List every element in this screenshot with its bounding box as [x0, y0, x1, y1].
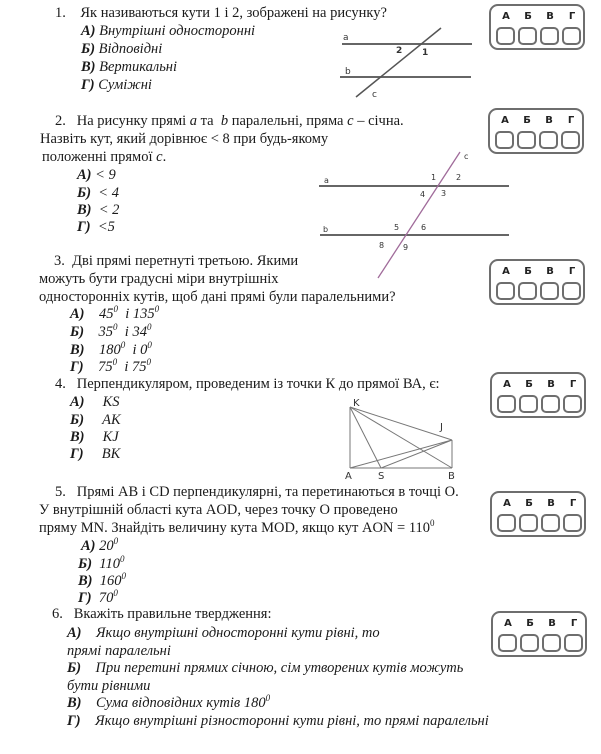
- answer-letter: Г: [569, 498, 577, 509]
- answer-letter: Б: [525, 498, 533, 509]
- separator: і: [125, 306, 130, 322]
- option-text: AK: [102, 412, 121, 428]
- option-text: < 9: [95, 167, 116, 183]
- answer-letters: [491, 266, 583, 280]
- degree-mark: 0: [113, 322, 118, 332]
- label-c: c: [372, 90, 377, 100]
- answer-cell[interactable]: [540, 27, 559, 45]
- answer-letter: В: [545, 115, 553, 126]
- answer-cell[interactable]: [518, 282, 537, 300]
- answer-letter: Г: [569, 379, 577, 390]
- option-g[interactable]: [67, 712, 489, 731]
- label-angle-6: 6: [421, 223, 427, 232]
- option-letter: А): [77, 167, 92, 183]
- option-letter: Г): [70, 359, 84, 375]
- option-letter: Б): [81, 41, 96, 57]
- var-c: c: [347, 113, 354, 129]
- label-A: A: [345, 471, 352, 480]
- separator: і: [132, 342, 137, 358]
- degree-mark: 0: [147, 340, 152, 350]
- answer-letter: А: [502, 266, 510, 277]
- degree-mark: 0: [154, 304, 160, 314]
- option-text: Вертикальні: [99, 59, 178, 75]
- option-letter: Г): [81, 77, 95, 93]
- answer-letter: Б: [524, 266, 532, 277]
- label-S: S: [378, 471, 385, 480]
- answer-cell[interactable]: [541, 395, 560, 413]
- option-letter: Г): [67, 713, 81, 729]
- question-text: Вкажіть правильне твердження:: [73, 606, 272, 622]
- separator: і: [124, 359, 129, 375]
- answer-letters: [490, 115, 582, 129]
- segment-SJ: [381, 440, 452, 468]
- answer-letter: А: [503, 498, 511, 509]
- option-text: 160: [99, 573, 122, 589]
- question-5-line-2: У внутрішній області кута AOD, через точку О проведено: [39, 502, 398, 518]
- answer-letter: В: [547, 498, 555, 509]
- answer-cell[interactable]: [497, 514, 516, 532]
- option-g[interactable]: [81, 76, 152, 95]
- label-a: a: [343, 33, 349, 43]
- question-3-line-2: можуть бути градусні міри внутрішніх: [39, 271, 279, 287]
- option-text: 70: [98, 590, 114, 606]
- option-letter: А): [67, 625, 82, 641]
- option-a[interactable]: [77, 166, 116, 185]
- question-number: 4.: [55, 376, 66, 392]
- degree-mark: 0: [112, 357, 118, 367]
- answer-letter: Б: [523, 115, 531, 126]
- label-angle-8: 8: [379, 241, 385, 250]
- option-text: Відповідні: [98, 41, 163, 57]
- answer-letter: В: [546, 11, 554, 22]
- answer-letter: Б: [524, 11, 532, 22]
- label-angle-2: 2: [456, 173, 462, 182]
- var-a: a: [189, 113, 198, 129]
- option-letter: В): [67, 695, 82, 711]
- question-text: На рисунку прямі: [76, 113, 187, 129]
- figure-parallel-lines-2: [310, 145, 510, 280]
- line-c: [378, 152, 460, 278]
- angle-value: 180: [99, 342, 121, 358]
- question-number: 6.: [52, 606, 63, 622]
- question-text: .: [162, 149, 167, 165]
- degree-mark: 0: [265, 693, 271, 703]
- angle-value: 0: [140, 342, 148, 358]
- question-text: Перпендикуляром, проведеним із точки К до прямої ВА, є:: [76, 376, 440, 392]
- answer-letter: Б: [525, 379, 533, 390]
- label-b: b: [323, 225, 329, 234]
- answer-letters: [491, 11, 583, 25]
- option-letter: Б): [77, 185, 92, 201]
- answer-cell[interactable]: [520, 634, 539, 652]
- question-5-line-3: [39, 520, 435, 537]
- answer-letter: В: [546, 266, 554, 277]
- question-3-line-1: [54, 253, 298, 270]
- option-text: Якщо внутрішні односторонні кути рівні, то: [96, 625, 380, 641]
- answer-letters: [492, 379, 584, 393]
- question-text: пряму MN. Знайдіть величину кута MOD, якщо кут AON = 110: [39, 520, 431, 536]
- answer-cell[interactable]: [540, 282, 559, 300]
- option-letter: Б): [70, 412, 85, 428]
- option-v[interactable]: [81, 58, 177, 77]
- option-letter: Г): [70, 446, 84, 462]
- option-a[interactable]: [81, 22, 255, 41]
- label-J: J: [440, 422, 443, 433]
- answer-cell[interactable]: [563, 395, 582, 413]
- answer-cell[interactable]: [561, 131, 580, 149]
- answer-letter: А: [501, 115, 509, 126]
- answer-letter: Г: [570, 618, 578, 629]
- answer-cell[interactable]: [562, 282, 581, 300]
- answer-cell[interactable]: [496, 27, 515, 45]
- question-number: 5.: [55, 484, 66, 500]
- option-text: <5: [97, 219, 115, 235]
- option-text: 20: [99, 538, 114, 554]
- question-text: Прямі АВ і CD перпендикулярні, та перетинаються в точці О.: [76, 484, 459, 500]
- question-text: Як називаються кути 1 і 2, зображені на рисунку?: [80, 5, 387, 21]
- question-number: 1.: [55, 5, 66, 21]
- answer-cell[interactable]: [518, 27, 537, 45]
- answer-letters: [493, 618, 585, 632]
- question-3-line-3: односторонніх кутів, щоб дані прямі були паралельними?: [39, 289, 396, 305]
- label-K: K: [353, 398, 360, 409]
- option-b-continued: бути рівними: [67, 678, 151, 694]
- label-a: a: [324, 176, 329, 185]
- answer-letter: Б: [526, 618, 534, 629]
- label-angle-4: 4: [420, 190, 426, 199]
- answer-box-q3: [489, 259, 585, 305]
- option-a[interactable]: [67, 624, 380, 643]
- angle-value: 45: [99, 306, 114, 322]
- option-b[interactable]: [67, 659, 463, 678]
- question-text: паралельні, пряма: [231, 113, 344, 129]
- label-angle-2: 2: [396, 46, 403, 56]
- question-text: – січна.: [357, 113, 404, 129]
- label-c: c: [464, 152, 469, 161]
- option-letter: А): [70, 306, 85, 322]
- answer-cell[interactable]: [539, 131, 558, 149]
- answer-letter: А: [503, 379, 511, 390]
- answer-letter: Г: [568, 11, 576, 22]
- answer-cell[interactable]: [517, 131, 536, 149]
- option-letter: Б): [70, 324, 85, 340]
- label-B: B: [448, 471, 455, 480]
- answer-letter: Г: [568, 266, 576, 277]
- angle-value: 75: [132, 359, 147, 375]
- option-text: KJ: [102, 429, 119, 445]
- answer-box-q5: [490, 491, 586, 537]
- answer-box-q2: [488, 108, 584, 154]
- question-text: положенні прямої: [42, 149, 153, 165]
- answer-box-q1: [489, 4, 585, 50]
- answer-cell[interactable]: [495, 131, 514, 149]
- answer-cell[interactable]: [563, 514, 582, 532]
- option-letter: Б): [78, 556, 93, 572]
- option-text: Якщо внутрішні різносторонні кути рівні, то прямі паралельні: [95, 713, 489, 729]
- angle-value: 75: [98, 359, 113, 375]
- segment-AJ: [350, 440, 452, 468]
- option-letter: В): [70, 342, 85, 358]
- option-text: < 4: [98, 185, 119, 201]
- answer-letter: А: [504, 618, 512, 629]
- degree-mark: 0: [113, 304, 118, 314]
- answer-cell[interactable]: [519, 395, 538, 413]
- option-text: Суміжні: [98, 77, 152, 93]
- option-g[interactable]: [77, 218, 115, 237]
- answer-letter: Г: [567, 115, 575, 126]
- question-text: та: [200, 113, 214, 129]
- line-c: [356, 28, 441, 97]
- option-letter: В): [81, 59, 96, 75]
- label-angle-3: 3: [441, 189, 447, 198]
- var-c: c: [156, 149, 163, 165]
- option-g[interactable]: [70, 358, 151, 377]
- answer-box-q6: [491, 611, 587, 657]
- option-a[interactable]: [81, 537, 118, 556]
- answer-cell[interactable]: [562, 27, 581, 45]
- answer-letters: [492, 498, 584, 512]
- option-text: Сума відповідних кутів 180: [96, 695, 266, 711]
- angle-value: 35: [98, 324, 114, 340]
- label-angle-1: 1: [431, 173, 437, 182]
- option-letter: А): [81, 23, 96, 39]
- option-b[interactable]: [81, 40, 162, 59]
- option-v[interactable]: [67, 694, 270, 713]
- question-text: Дві прямі перетнуті третьою. Якими: [72, 253, 299, 269]
- answer-letter: В: [547, 379, 555, 390]
- question-number: 3.: [54, 253, 65, 269]
- answer-letter: А: [502, 11, 510, 22]
- option-g[interactable]: [70, 445, 120, 464]
- option-text: При перетині прямих січною, сім утворених кутів можуть: [95, 660, 464, 676]
- var-b: b: [220, 113, 229, 129]
- option-text: < 2: [98, 202, 120, 218]
- degree-mark: 0: [430, 518, 435, 528]
- angle-value: 34: [132, 324, 147, 340]
- option-a-continued: прямі паралельні: [67, 643, 171, 659]
- answer-cell[interactable]: [498, 634, 517, 652]
- option-letter: Г): [77, 219, 91, 235]
- option-text: Внутрішні односторонні: [99, 23, 256, 39]
- degree-mark: 0: [121, 571, 126, 581]
- answer-cell[interactable]: [497, 395, 516, 413]
- degree-mark: 0: [113, 536, 119, 546]
- label-angle-9: 9: [403, 243, 409, 252]
- answer-cell[interactable]: [496, 282, 515, 300]
- degree-mark: 0: [146, 322, 152, 332]
- option-b[interactable]: [70, 323, 151, 342]
- degree-mark: 0: [119, 554, 125, 564]
- label-b: b: [345, 67, 351, 77]
- question-6-text: [52, 606, 271, 623]
- label-angle-5: 5: [394, 223, 400, 232]
- label-angle-1: 1: [422, 48, 429, 58]
- option-a[interactable]: [70, 393, 120, 412]
- degree-mark: 0: [146, 357, 151, 367]
- degree-mark: 0: [120, 340, 126, 350]
- option-letter: Г): [78, 590, 92, 606]
- option-text: BK: [101, 446, 121, 462]
- answer-letter: В: [548, 618, 556, 629]
- figure-parallel-lines-1: [330, 20, 480, 100]
- answer-cell[interactable]: [541, 514, 560, 532]
- question-5-line-1: [55, 484, 459, 501]
- answer-cell[interactable]: [519, 514, 538, 532]
- option-letter: В): [78, 573, 93, 589]
- option-letter: А): [81, 538, 96, 554]
- option-letter: В): [77, 202, 92, 218]
- option-text: 110: [99, 556, 120, 572]
- separator: і: [124, 324, 129, 340]
- answer-box-q4: [490, 372, 586, 418]
- option-letter: Б): [67, 660, 82, 676]
- option-letter: В): [70, 429, 85, 445]
- question-2-line-2: Назвіть кут, який дорівнює < 8 при будь-якому: [40, 131, 329, 147]
- angle-value: 135: [132, 306, 155, 322]
- answer-cell[interactable]: [564, 634, 583, 652]
- option-letter: А): [70, 394, 85, 410]
- option-text: KS: [102, 394, 120, 410]
- question-2-line-1: [55, 113, 404, 130]
- segment-KJ: [350, 407, 452, 440]
- question-2-line-3: [42, 149, 166, 166]
- figure-perpendicular: [330, 390, 470, 480]
- degree-mark: 0: [113, 588, 118, 598]
- answer-cell[interactable]: [542, 634, 561, 652]
- question-number: 2.: [55, 113, 66, 129]
